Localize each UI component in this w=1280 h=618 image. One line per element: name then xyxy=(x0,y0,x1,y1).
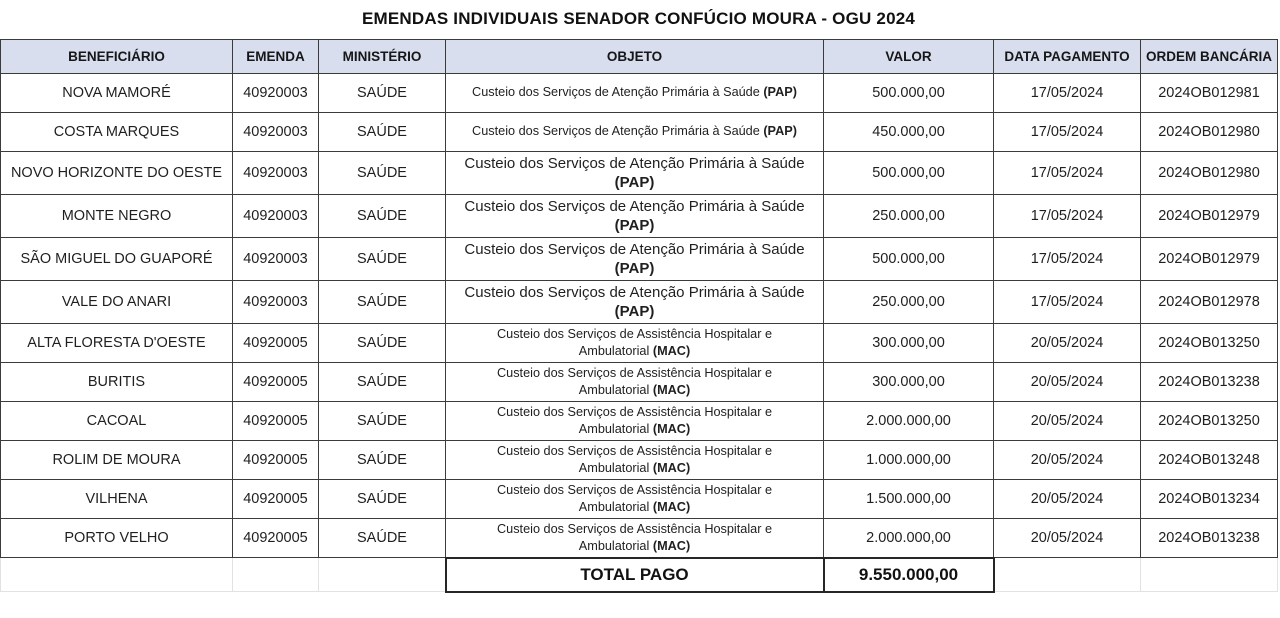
ordem-bancaria-cell: 2024OB012979 xyxy=(1141,238,1278,281)
total-label: TOTAL PAGO xyxy=(446,558,824,592)
data-pagamento-cell: 17/05/2024 xyxy=(994,152,1141,195)
ministerio-cell: SAÚDE xyxy=(319,363,446,402)
total-empty-beneficiario xyxy=(1,558,233,592)
emenda-cell: 40920005 xyxy=(233,441,319,480)
objeto-sigla: (PAP) xyxy=(614,217,655,234)
ordem-bancaria-cell: 2024OB013248 xyxy=(1141,441,1278,480)
total-empty-ordem-bancaria xyxy=(1141,558,1278,592)
beneficiario-cell: NOVO HORIZONTE DO OESTE xyxy=(1,152,233,195)
emenda-cell: 40920005 xyxy=(233,324,319,363)
objeto-sigla: (PAP) xyxy=(614,174,655,191)
valor-cell: 450.000,00 xyxy=(824,113,994,152)
data-pagamento-cell: 20/05/2024 xyxy=(994,402,1141,441)
total-row xyxy=(1,558,1278,592)
ordem-bancaria-cell: 2024OB012981 xyxy=(1141,74,1278,113)
beneficiario-cell: PORTO VELHO xyxy=(1,519,233,558)
emenda-cell: 40920003 xyxy=(233,281,319,324)
ministerio-cell: SAÚDE xyxy=(319,402,446,441)
beneficiario-cell: VALE DO ANARI xyxy=(1,281,233,324)
data-pagamento-cell: 17/05/2024 xyxy=(994,195,1141,238)
table-row xyxy=(1,281,1278,324)
total-empty-data-pagamento xyxy=(994,558,1141,592)
objeto-cell: Custeio dos Serviços de Assistência Hospitalar e Ambulatorial (MAC) xyxy=(446,324,824,363)
data-pagamento-cell: 20/05/2024 xyxy=(994,480,1141,519)
emenda-cell: 40920003 xyxy=(233,152,319,195)
beneficiario-cell: VILHENA xyxy=(1,480,233,519)
ministerio-cell: SAÚDE xyxy=(319,152,446,195)
objeto-cell: Custeio dos Serviços de Assistência Hospitalar e Ambulatorial (MAC) xyxy=(446,519,824,558)
ordem-bancaria-cell: 2024OB012979 xyxy=(1141,195,1278,238)
data-pagamento-cell: 17/05/2024 xyxy=(994,238,1141,281)
objeto-cell: Custeio dos Serviços de Atenção Primária à Saúde (PAP) xyxy=(446,74,824,113)
beneficiario-cell: NOVA MAMORÉ xyxy=(1,74,233,113)
ministerio-cell: SAÚDE xyxy=(319,324,446,363)
table-header-row xyxy=(1,40,1278,74)
emenda-cell: 40920005 xyxy=(233,480,319,519)
objeto-cell: Custeio dos Serviços de Assistência Hospitalar e Ambulatorial (MAC) xyxy=(446,480,824,519)
objeto-cell: Custeio dos Serviços de Assistência Hospitalar e Ambulatorial (MAC) xyxy=(446,402,824,441)
ordem-bancaria-cell: 2024OB012978 xyxy=(1141,281,1278,324)
total-empty-emenda xyxy=(233,558,319,592)
ministerio-cell: SAÚDE xyxy=(319,441,446,480)
table-row xyxy=(1,441,1278,480)
total-value: 9.550.000,00 xyxy=(824,558,994,592)
beneficiario-cell: COSTA MARQUES xyxy=(1,113,233,152)
valor-cell: 500.000,00 xyxy=(824,238,994,281)
column-header-data-pagamento: DATA PAGAMENTO xyxy=(994,40,1141,74)
valor-cell: 500.000,00 xyxy=(824,74,994,113)
table-row xyxy=(1,363,1278,402)
objeto-cell: Custeio dos Serviços de Atenção Primária à Saúde (PAP) xyxy=(446,238,824,281)
beneficiario-cell: CACOAL xyxy=(1,402,233,441)
ministerio-cell: SAÚDE xyxy=(319,519,446,558)
table-row xyxy=(1,195,1278,238)
column-header-beneficiario: BENEFICIÁRIO xyxy=(1,40,233,74)
beneficiario-cell: ALTA FLORESTA D'OESTE xyxy=(1,324,233,363)
valor-cell: 300.000,00 xyxy=(824,363,994,402)
beneficiario-cell: ROLIM DE MOURA xyxy=(1,441,233,480)
data-pagamento-cell: 20/05/2024 xyxy=(994,519,1141,558)
total-empty-ministerio xyxy=(319,558,446,592)
objeto-sigla: (MAC) xyxy=(652,500,691,514)
objeto-cell: Custeio dos Serviços de Atenção Primária à Saúde (PAP) xyxy=(446,195,824,238)
beneficiario-cell: BURITIS xyxy=(1,363,233,402)
objeto-sigla: (PAP) xyxy=(763,85,797,100)
table-row xyxy=(1,402,1278,441)
column-header-objeto: OBJETO xyxy=(446,40,824,74)
objeto-cell: Custeio dos Serviços de Atenção Primária à Saúde (PAP) xyxy=(446,281,824,324)
table-row xyxy=(1,238,1278,281)
page-title: EMENDAS INDIVIDUAIS SENADOR CONFÚCIO MOURA - OGU 2024 xyxy=(361,9,916,28)
emenda-cell: 40920005 xyxy=(233,402,319,441)
emenda-cell: 40920005 xyxy=(233,519,319,558)
valor-cell: 1.000.000,00 xyxy=(824,441,994,480)
ministerio-cell: SAÚDE xyxy=(319,74,446,113)
data-pagamento-cell: 17/05/2024 xyxy=(994,113,1141,152)
objeto-cell: Custeio dos Serviços de Assistência Hospitalar e Ambulatorial (MAC) xyxy=(446,441,824,480)
ordem-bancaria-cell: 2024OB013250 xyxy=(1141,402,1278,441)
objeto-sigla: (MAC) xyxy=(652,344,691,358)
objeto-sigla: (MAC) xyxy=(652,538,691,553)
objeto-cell: Custeio dos Serviços de Atenção Primária à Saúde (PAP) xyxy=(446,152,824,195)
column-header-ordem-bancaria: ORDEM BANCÁRIA xyxy=(1141,40,1278,74)
ordem-bancaria-cell: 2024OB012980 xyxy=(1141,152,1278,195)
ordem-bancaria-cell: 2024OB013238 xyxy=(1141,519,1278,558)
data-pagamento-cell: 17/05/2024 xyxy=(994,281,1141,324)
ordem-bancaria-cell: 2024OB013234 xyxy=(1141,480,1278,519)
ministerio-cell: SAÚDE xyxy=(319,195,446,238)
valor-cell: 1.500.000,00 xyxy=(824,480,994,519)
data-pagamento-cell: 20/05/2024 xyxy=(994,363,1141,402)
objeto-cell: Custeio dos Serviços de Atenção Primária à Saúde (PAP) xyxy=(446,113,824,152)
column-header-ministerio: MINISTÉRIO xyxy=(319,40,446,74)
objeto-cell: Custeio dos Serviços de Assistência Hospitalar e Ambulatorial (MAC) xyxy=(446,363,824,402)
emenda-cell: 40920005 xyxy=(233,363,319,402)
valor-cell: 2.000.000,00 xyxy=(824,402,994,441)
beneficiario-cell: MONTE NEGRO xyxy=(1,195,233,238)
table-row xyxy=(1,324,1278,363)
emenda-cell: 40920003 xyxy=(233,113,319,152)
valor-cell: 500.000,00 xyxy=(824,152,994,195)
valor-cell: 2.000.000,00 xyxy=(824,519,994,558)
objeto-sigla: (MAC) xyxy=(652,422,691,436)
column-header-valor: VALOR xyxy=(824,40,994,74)
emenda-cell: 40920003 xyxy=(233,74,319,113)
table-row xyxy=(1,480,1278,519)
table-body xyxy=(1,74,1278,558)
valor-cell: 300.000,00 xyxy=(824,324,994,363)
emenda-cell: 40920003 xyxy=(233,195,319,238)
ministerio-cell: SAÚDE xyxy=(319,113,446,152)
ordem-bancaria-cell: 2024OB012980 xyxy=(1141,113,1278,152)
table-row xyxy=(1,519,1278,558)
data-pagamento-cell: 20/05/2024 xyxy=(994,441,1141,480)
objeto-sigla: (PAP) xyxy=(614,303,655,320)
ministerio-cell: SAÚDE xyxy=(319,281,446,324)
valor-cell: 250.000,00 xyxy=(824,281,994,324)
objeto-sigla: (PAP) xyxy=(614,260,655,277)
objeto-sigla: (MAC) xyxy=(652,383,691,397)
beneficiario-cell: SÃO MIGUEL DO GUAPORÉ xyxy=(1,238,233,281)
emenda-cell: 40920003 xyxy=(233,238,319,281)
valor-cell: 250.000,00 xyxy=(824,195,994,238)
ordem-bancaria-cell: 2024OB013250 xyxy=(1141,324,1278,363)
table-row xyxy=(1,74,1278,113)
table-row xyxy=(1,113,1278,152)
ministerio-cell: SAÚDE xyxy=(319,238,446,281)
emendas-table xyxy=(0,39,1278,593)
ordem-bancaria-cell: 2024OB013238 xyxy=(1141,363,1278,402)
objeto-sigla: (PAP) xyxy=(763,124,797,139)
column-header-emenda: EMENDA xyxy=(233,40,319,74)
table-row xyxy=(1,152,1278,195)
objeto-sigla: (MAC) xyxy=(652,461,691,475)
data-pagamento-cell: 17/05/2024 xyxy=(994,74,1141,113)
data-pagamento-cell: 20/05/2024 xyxy=(994,324,1141,363)
ministerio-cell: SAÚDE xyxy=(319,480,446,519)
